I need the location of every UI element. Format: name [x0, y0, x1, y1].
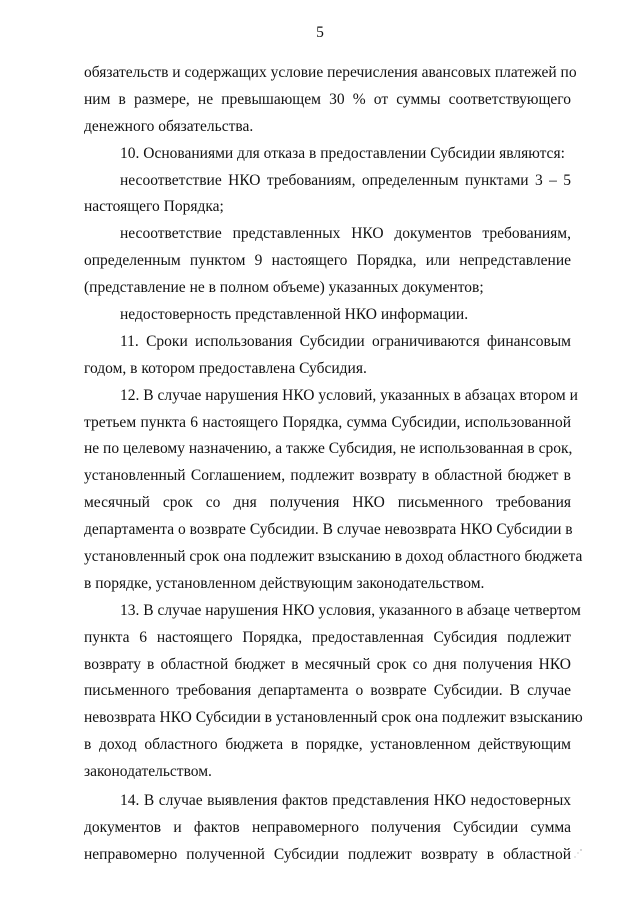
paragraph-line: (представление не в полном объеме) указанных документов; [84, 279, 484, 297]
paragraph-line: письменного требования департамента о возврате Субсидии. В случае [84, 682, 571, 700]
paragraph-line: настоящего Порядка; [84, 198, 224, 216]
paragraph-line: недостоверность представленной НКО информации. [120, 306, 469, 324]
paragraph-line: обязательств и содержащих условие перечисления авансовых платежей по [84, 64, 577, 81]
scan-speck-icon [572, 848, 584, 860]
paragraph-line: установленный срок она подлежит взысканию в доход областного бюджета [84, 548, 583, 566]
paragraph-line: 12. В случае нарушения НКО условий, указанных в абзацах втором и [120, 386, 578, 404]
paragraph-line: ним в размере, не превышающем 30 % от суммы соответствующего [84, 90, 571, 108]
paragraph-line: законодательством. [84, 763, 212, 781]
paragraph-line: 10. Основаниями для отказа в предоставлении Субсидии являются: [120, 144, 565, 162]
paragraph-line: пункта 6 настоящего Порядка, предоставленная Субсидия подлежит [84, 628, 571, 646]
document-body [84, 60, 583, 869]
paragraph-line: несоответствие НКО требованиям, определенным пунктами 3 – 5 [120, 171, 571, 189]
paragraph-line: годом, в котором предоставлена Субсидия. [84, 359, 367, 377]
paragraph-line: департамента о возврате Субсидии. В случае невозврата НКО Субсидии в [84, 521, 573, 539]
paragraph-line: в порядке, установленном действующим законодательством. [84, 574, 485, 592]
paragraph-line: не по целевому назначению, а также Субсидия, не использованная в срок, [84, 440, 573, 458]
paragraph-line: 11. Сроки использования Субсидии ограничиваются финансовым [120, 332, 571, 350]
paragraph-line: денежного обязательства. [84, 117, 254, 135]
paragraph-line: несоответствие представленных НКО документов требованиям, [120, 225, 571, 243]
paragraph-line: документов и фактов неправомерного получения Субсидии сумма [84, 818, 571, 836]
paragraph-line: третьем пункта 6 настоящего Порядка, сумма Субсидии, использованной [84, 413, 571, 431]
page-number: 5 [316, 24, 324, 41]
paragraph-line: невозврата НКО Субсидии в установленный срок она подлежит взысканию [84, 709, 583, 727]
paragraph-line: неправомерно полученной Субсидии подлежит возврату в областной [84, 845, 571, 863]
paragraph-line: 13. В случае нарушения НКО условия, указанного в абзаце четвертом [120, 601, 581, 619]
paragraph-line: 14. В случае выявления фактов представления НКО недостоверных [120, 792, 571, 810]
paragraph-line: установленный Соглашением, подлежит возврату в областной бюджет в [84, 467, 571, 485]
scan-speck [572, 848, 584, 860]
paragraph-line: возврату в областной бюджет в месячный срок со дня получения НКО [84, 655, 571, 673]
paragraph-line: в доход областного бюджета в порядке, установленном действующим [84, 736, 571, 754]
paragraph-line: определенным пунктом 9 настоящего Порядка, или непредставление [84, 252, 571, 270]
paragraph-line: месячный срок со дня получения НКО письменного требования [84, 494, 571, 512]
